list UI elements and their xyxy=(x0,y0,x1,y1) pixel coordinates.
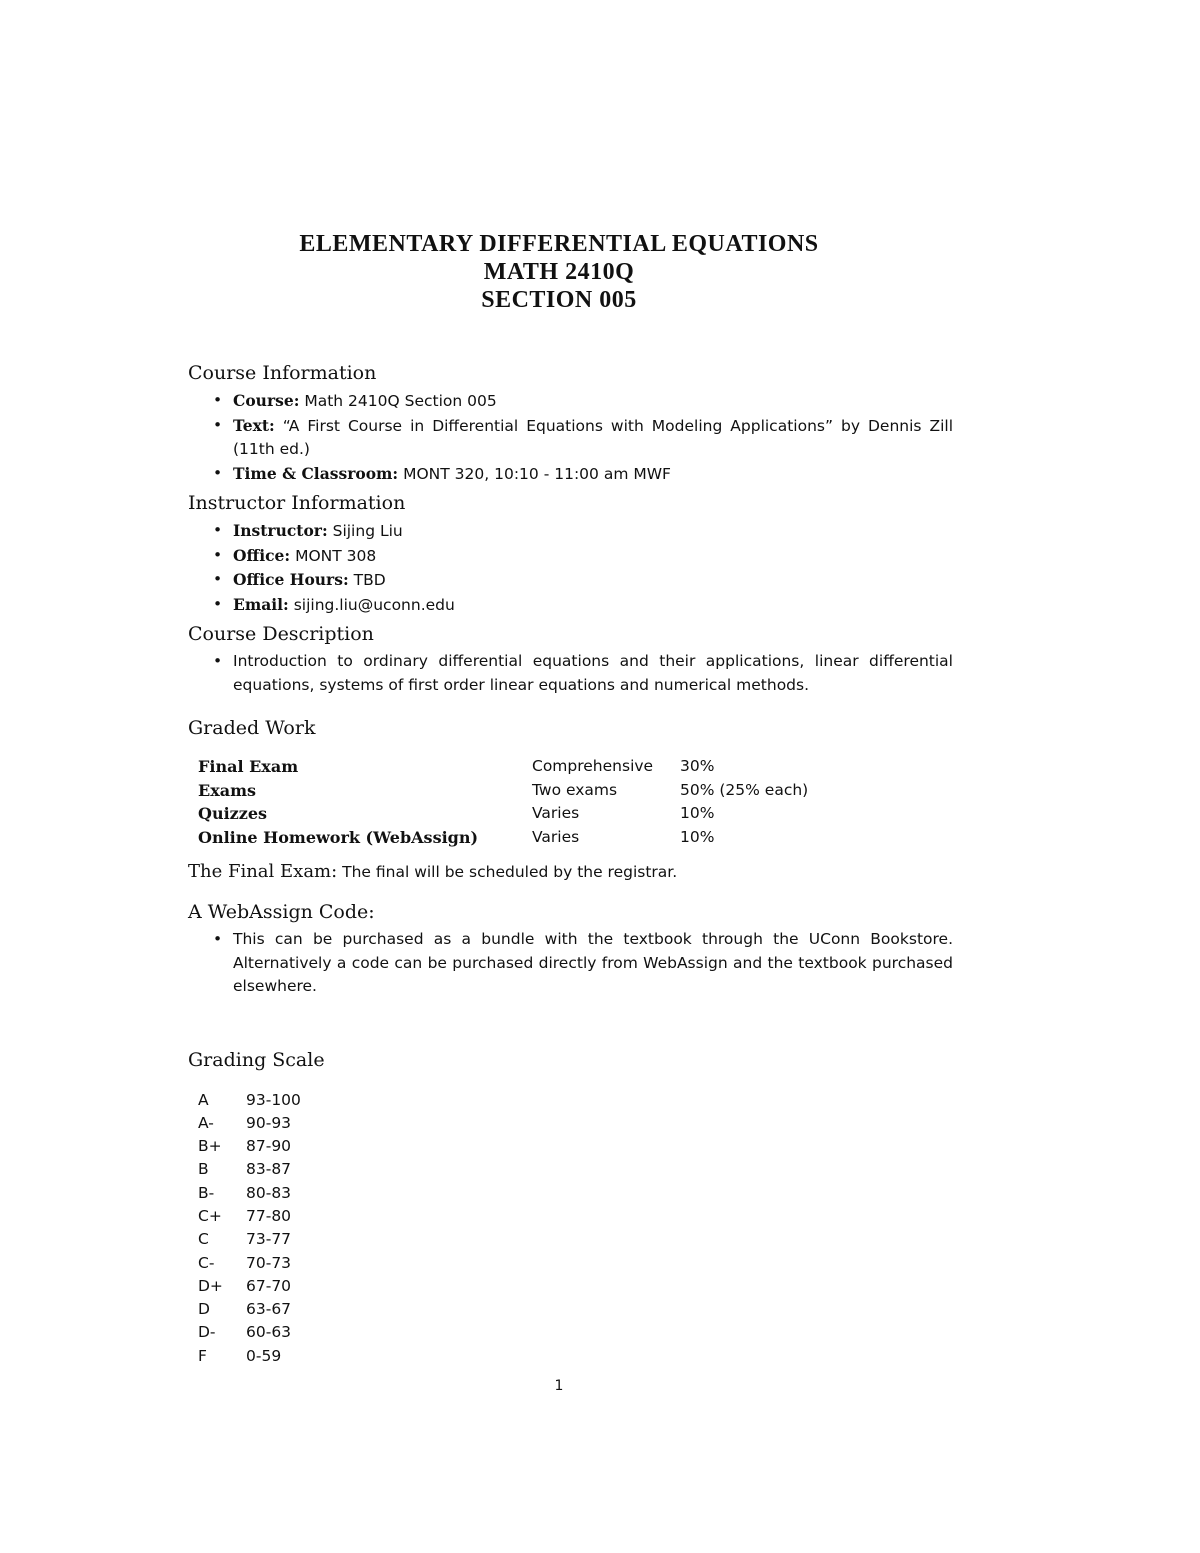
list-item-office-hours xyxy=(188,568,953,593)
webassign-heading: A WebAssign Code: xyxy=(188,901,375,923)
title-line-section: SECTION 005 xyxy=(481,287,637,313)
text-label: Text: xyxy=(233,415,275,435)
final-exam-label: The Final Exam: xyxy=(188,861,338,882)
table-row xyxy=(198,1321,301,1344)
webassign-text: • This can be purchased as a bundle with the textbook through the UConn Bookstore. Alternatively a code can be purchased directly from WebAssign and the textbook purchased elsewhere. xyxy=(188,928,953,999)
graded-item-name: Exams xyxy=(198,780,257,800)
table-row xyxy=(198,1158,301,1181)
graded-item-description: Two exams xyxy=(532,780,618,799)
graded-item-description: Varies xyxy=(532,827,580,846)
time-classroom-label: Time & Classroom: xyxy=(233,463,399,483)
final-exam-note xyxy=(188,859,953,885)
letter-grade: A xyxy=(198,1090,209,1109)
list-item-time-classroom xyxy=(188,462,953,487)
time-classroom-value: MONT 320, 10:10 - 11:00 am MWF xyxy=(403,464,671,483)
grade-range: 63-67 xyxy=(246,1300,292,1319)
course-label: Course: xyxy=(233,391,300,410)
table-row xyxy=(198,1182,301,1205)
graded-item-name: Final Exam xyxy=(198,757,299,776)
grade-range: 83-87 xyxy=(246,1160,292,1179)
list-item-email xyxy=(188,593,953,618)
table-row xyxy=(196,755,822,779)
table-row xyxy=(198,1275,301,1298)
course-description-heading: Course Description xyxy=(188,623,374,645)
graded-work-table xyxy=(196,755,822,849)
table-row xyxy=(196,779,822,803)
graded-item-description: Comprehensive xyxy=(532,757,654,775)
table-row xyxy=(198,1205,301,1228)
letter-grade: D+ xyxy=(198,1276,223,1295)
table-row xyxy=(196,826,822,850)
graded-item-weight: 10% xyxy=(680,827,715,846)
office-value: MONT 308 xyxy=(295,546,377,565)
grade-range: 60-63 xyxy=(246,1323,292,1342)
graded-item-name: Online Homework (WebAssign) xyxy=(198,827,479,847)
graded-work-heading: Graded Work xyxy=(188,717,316,739)
letter-grade: C xyxy=(198,1230,209,1249)
office-hours-label: Office Hours: xyxy=(233,570,349,589)
text-value: “A First Course in Differential Equations with Modeling Applications” by Dennis Zill (11th ed.) xyxy=(233,416,953,458)
graded-item-weight: 50% (25% each) xyxy=(680,780,809,799)
table-row xyxy=(198,1089,301,1112)
email-label: Email: xyxy=(233,594,289,614)
list-item-text xyxy=(188,414,953,462)
course-description-list xyxy=(188,650,953,697)
list-item-instructor xyxy=(188,519,953,544)
letter-grade: F xyxy=(198,1346,207,1365)
office-hours-value: TBD xyxy=(353,571,386,589)
graded-item-weight: 10% xyxy=(680,804,715,822)
grade-range: 93-100 xyxy=(246,1090,301,1109)
graded-item-weight: 30% xyxy=(680,757,715,775)
grade-range: 77-80 xyxy=(246,1206,292,1225)
table-row xyxy=(198,1298,301,1321)
grade-range: 87-90 xyxy=(246,1137,292,1156)
table-row xyxy=(196,802,822,826)
letter-grade: C- xyxy=(198,1253,215,1272)
course-value: Math 2410Q Section 005 xyxy=(304,392,497,410)
grade-range: 0-59 xyxy=(246,1346,282,1365)
graded-item-name: Quizzes xyxy=(198,804,268,823)
office-label: Office: xyxy=(233,545,291,565)
table-row xyxy=(198,1345,301,1368)
letter-grade: C+ xyxy=(198,1206,222,1225)
document-title xyxy=(0,230,1118,314)
grade-range: 67-70 xyxy=(246,1276,292,1295)
grading-scale-heading: Grading Scale xyxy=(188,1048,325,1071)
instructor-information-list xyxy=(188,519,953,617)
letter-grade: B- xyxy=(198,1183,215,1202)
email-value: sijing.liu@uconn.edu xyxy=(293,595,455,614)
grade-range: 80-83 xyxy=(246,1183,292,1202)
list-item-office xyxy=(188,544,953,569)
instructor-information-heading: Instructor Information xyxy=(188,492,406,514)
grade-range: 70-73 xyxy=(246,1253,292,1272)
letter-grade: B+ xyxy=(198,1137,222,1156)
webassign-list xyxy=(188,928,953,999)
syllabus-content xyxy=(188,360,953,1368)
letter-grade: D xyxy=(198,1300,210,1319)
course-information-heading: Course Information xyxy=(188,362,377,384)
course-description-text: • Introduction to ordinary differential equations and their applications, linear differential equations, systems of first order linear equations and numerical methods. xyxy=(188,650,953,697)
grade-range: 90-93 xyxy=(246,1113,292,1132)
final-exam-text: The final will be scheduled by the registrar. xyxy=(342,863,678,881)
instructor-value: Sijing Liu xyxy=(332,522,403,540)
grade-range: 73-77 xyxy=(246,1230,292,1249)
table-row xyxy=(198,1135,301,1158)
page-number: 1 xyxy=(554,1378,564,1394)
table-row xyxy=(198,1228,301,1251)
table-row xyxy=(198,1252,301,1275)
graded-item-description: Varies xyxy=(532,804,580,822)
title-line-course-name: ELEMENTARY DIFFERENTIAL EQUATIONS xyxy=(299,231,819,257)
letter-grade: D- xyxy=(198,1323,216,1342)
instructor-label: Instructor: xyxy=(233,521,328,540)
grading-scale-table xyxy=(198,1089,301,1369)
letter-grade: A- xyxy=(198,1113,214,1132)
letter-grade: B xyxy=(198,1160,209,1179)
course-information-list xyxy=(188,389,953,486)
title-line-course-number: MATH 2410Q xyxy=(483,259,635,285)
table-row xyxy=(198,1112,301,1135)
list-item-course xyxy=(188,389,953,414)
